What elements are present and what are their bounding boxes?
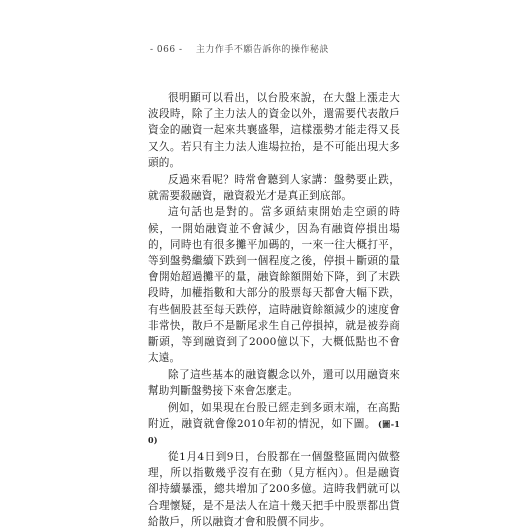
body-text [148, 90, 400, 530]
paragraph: 從1月4日到9日，台股都在一個盤整區間內做整理，所以指數幾乎沒有在動（見方框內）。但是融資卻持續暴漲，總共增加了200多億。這時我們就可以合理懷疑，是不是法人在這十幾天把手中股票都出貨給散戶，所以融資才會和股價不同步。 [148, 450, 400, 528]
figure-reference: (圖-10) [148, 419, 400, 446]
running-title: 主力作手不願告訴你的操作秘訣 [195, 45, 329, 55]
page-number: - 066 - [150, 45, 183, 55]
paragraph: 反過來看呢？時常會聽到人家講：盤勢要止跌，就需要殺融資，融資殺光才是真正到底部。 [148, 173, 400, 202]
paragraph: 除了這些基本的融資觀念以外，還可以用融資來幫助判斷盤勢接下來會怎麼走。 [148, 368, 400, 398]
paragraph-with-figure-ref [148, 400, 400, 449]
paragraph: 這句話也是對的。當多頭結束開始走空頭的時候，一開始融資並不會減少，因為有融資停損出場的，同時也有很多攤平加碼的，一來一往大概打平，等到盤勢繼續下跌到一個程度之後，停損＋斷頭的量會開始超過攤平的量，融資餘額開始下降，到了末跌段時，加權指數和大部分的股票每天都會大幅下跌，有些個股甚至每天跌停，這時融資餘額減少的速度會非常快，散戶不是斷尾求生自己停損掉，就是被券商斷頭，等到融資到了2000億以下，大概低點也不會太遠。 [148, 206, 400, 365]
running-header [150, 42, 329, 55]
paragraph: 很明顯可以看出，以台股來說，在大盤上漲走大波段時，除了主力法人的資金以外，還需要代表散戶資金的融資一起來共襄盛舉，這樣漲勢才能走得又長又久。若只有主力法人進場拉抬，是不可能出現大多頭的。 [148, 92, 400, 169]
paragraph-text: 例如，如果現在台股已經走到多頭末端，在高點附近，融資就會像2010年初的情況，如下圖。 [148, 401, 400, 431]
